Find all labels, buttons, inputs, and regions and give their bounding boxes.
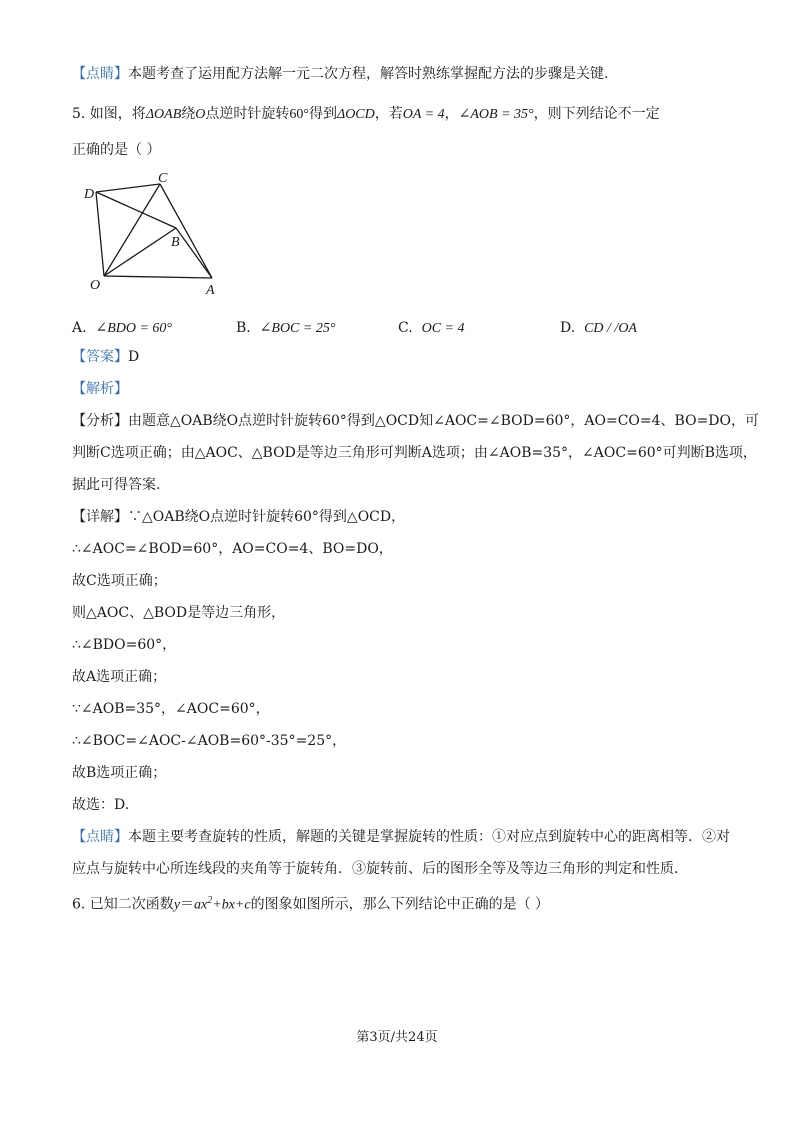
q5-triangle-oab: ΔOAB <box>145 107 182 122</box>
q6-func-ax: ax <box>194 897 208 913</box>
q5-point-o: O <box>195 107 206 122</box>
q5-geometry-figure <box>80 172 230 300</box>
tip-tag: 【点睛】 <box>72 829 128 845</box>
option-expr: CD / /OA <box>584 321 637 336</box>
q6-stem <box>72 891 549 916</box>
q5-angle-aob: ∠AOB = 35° <box>458 107 534 122</box>
option-letter: B. <box>236 320 251 336</box>
detail-line9: 故B选项正确； <box>72 765 167 781</box>
q5-angle: 60° <box>289 107 309 122</box>
q5-text: ，则下列结论不一定 <box>533 106 660 122</box>
seg-oa <box>104 276 212 278</box>
answer-line <box>72 347 139 367</box>
detail-line10: 故选：D. <box>72 797 130 813</box>
seg-dc <box>96 184 160 192</box>
answer-tag: 【答案】 <box>72 349 128 365</box>
q5-text: 点逆时针旋转 <box>205 106 290 122</box>
q5-text: ， <box>444 106 459 122</box>
q5-stem-line2: 正确的是（ ） <box>72 142 161 158</box>
label-c: C <box>158 172 168 186</box>
label-o: O <box>90 278 101 293</box>
detail-line5: ∴∠BDO=60°， <box>72 637 177 653</box>
tip-text: 本题考查了运用配方法解一元二次方程，解答时熟练掌握配方法的步骤是关键. <box>128 66 609 82</box>
option-expr: OC = 4 <box>421 321 465 336</box>
detail-line8: ∴∠BOC=∠AOC-∠AOB=60°-35°=25°， <box>72 733 347 749</box>
analysis-tag: 【分析】 <box>72 413 128 429</box>
analysis-line3: 据此可得答案. <box>72 477 161 493</box>
option-expr: ∠BDO = 60° <box>95 321 173 336</box>
label-b: B <box>171 235 180 250</box>
seg-ba <box>176 228 212 278</box>
q6-text: 6. 已知二次函数 <box>72 896 174 913</box>
tip-line2: 应点与旋转中心所连线段的夹角等于旋转角．③旋转前、后的图形全等及等边三角形的判定和性质． <box>72 861 688 877</box>
detail-line1 <box>72 507 405 527</box>
label-d: D <box>84 187 95 202</box>
q6-func-rest: +bx+c <box>212 897 251 913</box>
q5-text: 得到 <box>308 106 337 122</box>
tip-line1 <box>72 827 730 847</box>
q5-stem-line1 <box>72 104 660 125</box>
seg-do <box>96 192 104 276</box>
seg-oc <box>104 184 160 276</box>
q6-func-sup: 2 <box>207 895 213 906</box>
prev-tip-line <box>72 64 608 84</box>
tip-tag: 【点睛】 <box>72 66 128 82</box>
option-expr: ∠BOC = 25° <box>259 321 336 336</box>
q5-oa-length: OA = 4 <box>402 107 445 122</box>
tip-text: 本题主要考查旋转的性质，解题的关键是掌握旋转的性质：①对应点到旋转中心的距离相等．②对 <box>128 829 730 845</box>
answer-value: D <box>128 349 140 365</box>
detail-line4: 则△AOC、△BOD是等边三角形， <box>72 605 286 621</box>
label-a: A <box>206 283 215 298</box>
q5-triangle-ocd: ΔOCD <box>336 107 375 122</box>
detail-text: ∵△OAB绕O点逆时针旋转60°得到△OCD， <box>128 509 406 525</box>
option-d[interactable] <box>560 318 637 339</box>
analysis-text: 由题意△OAB绕O点逆时针旋转60°得到△OCD知∠AOC=∠BOD=60°，AO=CO=4、BO=DO，可 <box>128 413 760 429</box>
seg-ob <box>104 228 176 276</box>
option-b[interactable] <box>236 318 335 339</box>
detail-line7: ∵∠AOB=35°，∠AOC=60°， <box>72 701 270 717</box>
option-c[interactable] <box>398 318 464 339</box>
q5-text: 5. 如图，将 <box>72 106 146 122</box>
analysis-line1 <box>72 411 759 431</box>
page-footer: 第3页/共24页 <box>356 1030 438 1045</box>
detail-tag: 【详解】 <box>72 509 128 525</box>
q6-func-eq: ＝ <box>180 896 195 913</box>
q5-text: ，若 <box>374 106 403 122</box>
detail-line6: 故A选项正确； <box>72 669 167 685</box>
option-letter: A. <box>72 320 87 336</box>
option-letter: C. <box>398 320 413 336</box>
detail-line3: 故C选项正确； <box>72 573 167 589</box>
option-a[interactable] <box>72 318 172 339</box>
q6-text: 的图象如图所示，那么下列结论中正确的是（ ） <box>250 896 550 913</box>
q5-text: 绕 <box>181 106 196 122</box>
detail-line2: ∴∠AOC=∠BOD=60°，AO=CO=4、BO=DO， <box>72 541 393 557</box>
option-letter: D. <box>560 320 576 336</box>
analysis-heading: 【解析】 <box>72 381 128 397</box>
seg-ca <box>160 184 212 278</box>
q6-func-y: y <box>173 897 181 913</box>
analysis-line2: 判断C选项正确；由△AOC、△BOD是等边三角形可判断A选项；由∠AOB=35°，∠AOC=60°可判断B选项， <box>72 445 757 461</box>
